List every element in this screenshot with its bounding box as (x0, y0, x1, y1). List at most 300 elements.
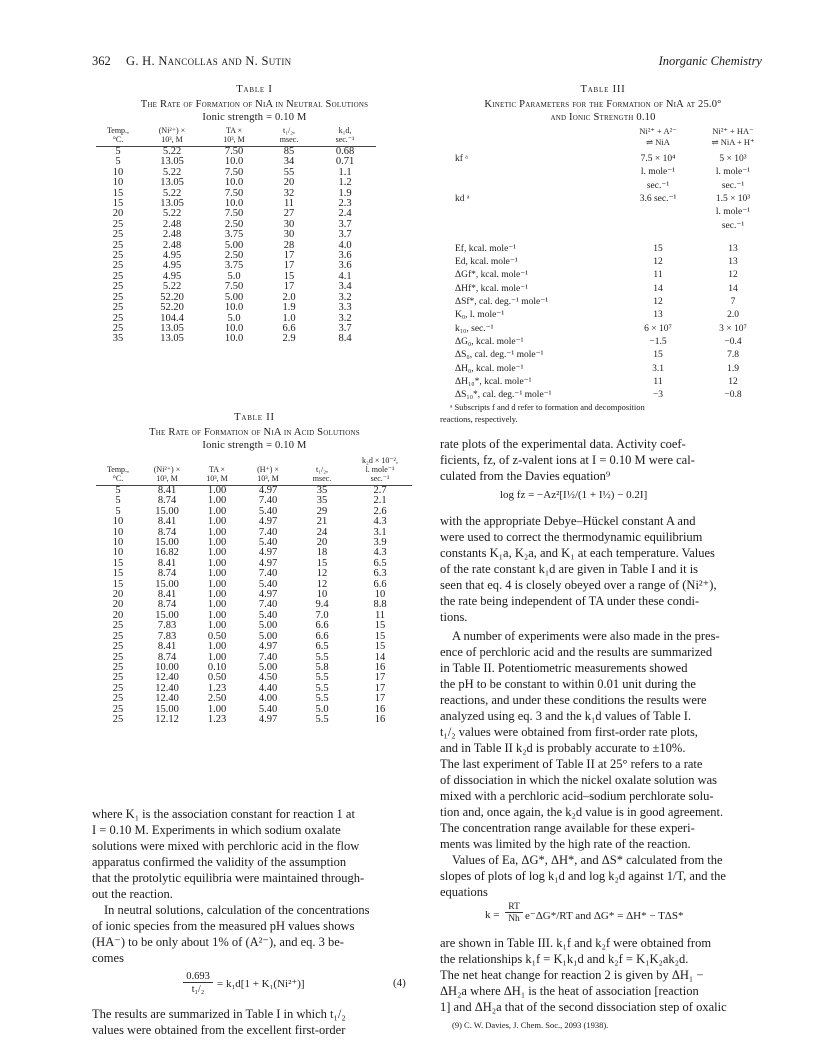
table-cell: 10.00 (155, 661, 179, 673)
table2-caption-block (92, 412, 417, 452)
text-line: t₁/₂ values were obtained from first-order rate plots, (440, 725, 698, 739)
table-row (440, 207, 765, 218)
table3-header-row (440, 137, 765, 148)
table2-subcaption: Ionic strength = 0.10 M (202, 440, 307, 451)
table3-col-header: Ni²⁺ + A²⁻ (639, 126, 677, 136)
table3-caption-line-2: and Ionic Strength 0.10 (550, 112, 656, 123)
table2-header-1-line: (Ni²⁺) × (153, 465, 181, 474)
text-line: tion and, once again, the k₂d value is in good agreement. (440, 805, 724, 819)
table-cell: 10 (112, 537, 124, 549)
table-cell: 3.6 (338, 260, 352, 272)
text-line: of dissociation in which the nickel oxalate solution was (440, 773, 718, 787)
table-cell: 1.00 (207, 651, 227, 663)
journal-title: Inorganic Chemistry (658, 54, 762, 68)
table-cell: 25 (112, 229, 124, 241)
text-line: were used to correct the thermodynamic equilibrium (440, 530, 703, 544)
table-cell: ΔS₀, cal. deg.⁻¹ mole⁻¹ (455, 350, 544, 361)
table3-label: Table III (580, 84, 626, 95)
table-cell: 15 (112, 198, 124, 210)
table-cell: 15 (653, 243, 663, 254)
table2-header-0-line: Temp., (106, 465, 130, 474)
table-cell: 20 (283, 177, 295, 189)
table-row (440, 364, 765, 375)
table-cell: 1.00 (207, 703, 227, 715)
table-cell: K₀, l. mole⁻¹ (455, 310, 505, 321)
table-cell: 11 (653, 376, 663, 387)
table-cell: 1.00 (207, 547, 227, 559)
table-row (440, 324, 765, 335)
table3-col-header: ⇌ NiA (646, 137, 670, 147)
text-line: equations (440, 885, 488, 899)
table-cell: 25 (112, 641, 124, 653)
table-cell: 34 (283, 156, 295, 168)
table-row (440, 257, 765, 268)
table-cell: 7.5 × 10⁴ (640, 154, 676, 164)
text-line: tions. (440, 610, 468, 624)
eyring-frac-num: RT (505, 902, 523, 913)
table-row (440, 167, 765, 178)
table-cell: 4.97 (258, 485, 278, 496)
table-cell: 1.00 (207, 568, 227, 580)
table-cell: 7.50 (224, 281, 244, 293)
table-cell: 10 (316, 589, 328, 601)
table-cell: 3.6 sec.⁻¹ (639, 193, 677, 204)
table-cell: 8.74 (157, 599, 177, 611)
table-cell: 8.41 (157, 589, 177, 601)
table-cell: 2.50 (207, 693, 227, 705)
table2-caption: The Rate of Formation of NiA in Acid Solutions (149, 427, 360, 438)
table-row (96, 611, 412, 621)
table-cell: sec.⁻¹ (646, 180, 670, 191)
table-row (440, 350, 765, 361)
table-cell: kf ᵃ (455, 154, 468, 164)
table-cell: 1.9 (338, 187, 352, 199)
table-cell: 3.2 (338, 312, 352, 324)
table-row (96, 528, 412, 538)
table-cell: −0.8 (724, 390, 742, 401)
table-cell: 5.40 (258, 703, 278, 715)
table-cell: 20 (112, 208, 124, 220)
table-cell: 6.6 (282, 322, 296, 334)
table-cell: 8.74 (157, 495, 177, 507)
table-cell: 16 (374, 713, 386, 725)
text-line: that the protolytic equilibria were maintained through- (92, 871, 365, 885)
eq4-rhs: = k₁d[1 + K₁(Ni²⁺)] (217, 978, 305, 990)
table-cell: 3.6 (338, 250, 352, 262)
table-cell: 25 (112, 250, 124, 262)
table-cell: 52.20 (160, 291, 184, 303)
table-cell: 7.0 (315, 609, 329, 621)
running-authors: G. H. Nancollas and N. Sutin (126, 54, 292, 68)
table-cell: 35 (316, 495, 328, 507)
table1-header-0 (96, 126, 140, 147)
text-line: ments was limited by the high rate of the reaction. (440, 837, 691, 851)
text-line: The net heat change for reaction 2 is given by ΔH₁ − (440, 968, 704, 982)
text-line: out the reaction. (92, 887, 173, 901)
table1-header-4 (314, 126, 376, 147)
table-cell: 5.00 (258, 630, 278, 642)
table2-header-2-line: TA × (208, 465, 226, 474)
table-cell: 25 (112, 661, 124, 673)
table-cell: 0.10 (207, 661, 227, 673)
table-cell: 12.12 (155, 713, 179, 725)
table-cell: 12.40 (155, 672, 179, 684)
table-cell: 12 (653, 257, 663, 268)
text-line: analyzed using eq. 3 and the k₁d values of Table I. (440, 709, 692, 723)
table2-header-1 (140, 456, 194, 486)
table-cell: 16 (374, 703, 386, 715)
table-cell: 18 (316, 547, 328, 559)
table-row (96, 715, 412, 725)
table-cell: 35 (112, 333, 124, 345)
text-line: The concentration range available for these experi- (440, 821, 695, 835)
table2-header-4-line: msec. (312, 474, 332, 483)
table-cell: 1.00 (207, 578, 227, 590)
table-cell: 1.00 (207, 641, 227, 653)
table2-header-4 (296, 456, 348, 486)
table-cell: −0.4 (724, 336, 742, 347)
table-cell: 2.48 (162, 239, 182, 251)
table-cell: 15 (112, 187, 124, 199)
table-cell: 7.83 (157, 620, 177, 632)
table2-label: Table II (234, 412, 275, 423)
table-cell: 2.7 (373, 485, 387, 496)
table-cell: 6.6 (315, 630, 329, 642)
table-cell: 15 (374, 641, 386, 653)
table-cell: 25 (112, 260, 124, 272)
table-row (96, 653, 412, 663)
table2-header-5-line: sec.⁻¹ (370, 474, 390, 483)
table3-caption-line-1: Kinetic Parameters for the Formation of NiA at 25.0° (484, 99, 722, 110)
table-cell: 4.97 (258, 547, 278, 559)
table1 (96, 126, 376, 345)
table-cell: 21 (316, 516, 328, 528)
table2-header-3 (240, 456, 296, 486)
table-cell: 3.75 (224, 229, 244, 241)
table-cell: 2.6 (373, 505, 387, 517)
table-cell: 8.41 (157, 641, 177, 653)
table-row (96, 559, 412, 569)
right-paragraph-4 (440, 852, 765, 900)
davies-equation: log fz = −Az²[I½/(1 + I½) − 0.2I] (500, 489, 648, 501)
table-cell: 25 (112, 672, 124, 684)
left-paragraph-1 (92, 806, 417, 902)
table-cell: 7 (730, 297, 736, 307)
table-cell: 104.4 (160, 312, 184, 324)
table-cell: 5.0 (315, 703, 329, 715)
table-cell: 11 (374, 609, 386, 621)
table-cell: 2.0 (282, 291, 296, 303)
text-line: constants K₁a, K₂a, and K₁ at each temperature. Values (440, 546, 715, 560)
text-line: The results are summarized in Table I in which t₁/₂ (92, 1007, 346, 1021)
table-cell: 5.8 (315, 661, 329, 673)
table3-header-row (440, 126, 765, 137)
eyring-frac-den: Nh (508, 914, 520, 924)
table-cell: 5.0 (227, 312, 241, 324)
table2 (96, 456, 412, 725)
table-cell: 1.9 (727, 363, 739, 374)
text-line: rate plots of the experimental data. Activity coef- (440, 437, 686, 451)
table-cell: 3.3 (338, 302, 352, 314)
text-line: comes (92, 951, 124, 965)
table-cell: 32 (283, 187, 295, 199)
table-cell: 12 (728, 376, 738, 387)
table-cell: 8.41 (157, 485, 177, 496)
table-cell: 13 (728, 257, 738, 268)
text-line: the pH to be constant to within 0.01 unit during the (440, 677, 696, 691)
table-cell: Ed, kcal. mole⁻¹ (455, 257, 518, 268)
table-cell: 25 (112, 630, 124, 642)
table-cell: 10 (374, 589, 386, 601)
text-line: I = 0.10 M. Experiments in which sodium oxalate (92, 823, 341, 837)
right-paragraph-2 (440, 513, 765, 625)
table-row (96, 548, 412, 558)
text-line: of the rate constant k₁d are given in Table I and it is (440, 562, 699, 576)
table-cell: 5.40 (258, 578, 278, 590)
table-cell: 30 (283, 229, 295, 241)
table-cell: 4.50 (258, 672, 278, 684)
table-cell: 25 (112, 281, 124, 293)
table-cell: −1.5 (649, 336, 667, 347)
text-line: slopes of plots of log k₁d and log k₂d against 1/T, and the (440, 869, 726, 883)
table2-header-3-line: 10³, M (257, 474, 279, 483)
table-cell: 1.00 (207, 620, 227, 632)
table-cell: 11 (653, 270, 663, 281)
table-cell: 25 (112, 218, 124, 230)
table-row (440, 390, 765, 401)
reference-footnote-9: (9) C. W. Davies, J. Chem. Soc., 2093 (1938). (452, 1020, 609, 1030)
text-line: in Table II. Potentiometric measurements showed (440, 661, 688, 675)
table-cell: 4.3 (373, 516, 387, 528)
table-cell: 25 (112, 291, 124, 303)
table-cell: 85 (283, 146, 295, 157)
table-row (96, 517, 412, 527)
right-paragraph-3 (440, 628, 765, 852)
table-cell: 7.50 (224, 208, 244, 220)
table-cell: 7.50 (224, 187, 244, 199)
text-line: solutions were mixed with perchloric acid in the flow (92, 839, 360, 853)
table-cell: 15 (653, 350, 663, 361)
eyring-rest: e⁻ΔG*/RT and ΔG* = ΔH* − TΔS* (525, 910, 684, 922)
table-cell: 10.0 (224, 156, 244, 168)
table-cell: 6 × 10⁷ (644, 323, 672, 334)
table-cell: 0.71 (335, 156, 355, 168)
text-line: ΔH₂a where ΔH₁ is the heat of association [reaction (440, 984, 699, 998)
table-row (96, 486, 412, 497)
table-cell: 25 (112, 693, 124, 705)
table-cell: 7.83 (157, 630, 177, 642)
table-cell: 4.3 (373, 547, 387, 559)
table1-header-4-line: sec.⁻¹ (335, 135, 355, 144)
table2-header-1-line: 10³, M (156, 474, 178, 483)
table-cell: 12 (728, 270, 738, 281)
table-cell: 2.1 (373, 495, 387, 507)
table-cell: 7.40 (258, 651, 278, 663)
table-cell: 5 (115, 495, 121, 507)
table-cell: l. mole⁻¹ (640, 167, 676, 178)
table-cell: 10.0 (224, 322, 244, 334)
table-cell: 5.5 (315, 672, 329, 684)
table-cell: 15.00 (155, 703, 179, 715)
table2-header-5-line: l. mole⁻¹ (365, 465, 395, 474)
table-cell: 5 (115, 485, 121, 496)
table-cell: 25 (112, 682, 124, 694)
table-cell: 1.00 (207, 485, 227, 496)
table-cell: 2.4 (338, 208, 352, 220)
table-cell: 4.97 (258, 516, 278, 528)
table1-header-0-line: Temp., (106, 126, 130, 135)
table-cell: 1.00 (207, 557, 227, 569)
table-cell: 8.4 (338, 333, 352, 345)
table-cell: 4.1 (338, 270, 352, 282)
table-row (96, 334, 376, 344)
table-cell: 55 (283, 166, 295, 178)
table-cell: 4.40 (258, 682, 278, 694)
table-cell: 3.2 (338, 291, 352, 303)
text-line: apparatus confirmed the validity of the assumption (92, 855, 347, 869)
table-cell: l. mole⁻¹ (715, 207, 751, 218)
table-cell: 12 (653, 297, 663, 307)
table-cell: 2.50 (224, 218, 244, 230)
table-cell: 15.00 (155, 505, 179, 517)
table-cell: 1.00 (207, 609, 227, 621)
text-line: mixed with a perchloric acid–sodium perchlorate solu- (440, 789, 714, 803)
table-cell: 5.40 (258, 505, 278, 517)
text-line: where K₁ is the association constant for reaction 1 at (92, 807, 355, 821)
table-cell: 15.00 (155, 578, 179, 590)
text-line: culated from the Davies equation⁹ (440, 469, 611, 483)
page-number: 362 (92, 54, 111, 68)
table3-col-header: Ni²⁺ + HA⁻ (712, 126, 754, 136)
table-cell: 14 (653, 283, 663, 294)
table-cell: 4.95 (162, 250, 182, 262)
table-row (440, 221, 765, 232)
table-cell: ΔSf*, cal. deg.⁻¹ mole⁻¹ (455, 297, 549, 307)
table-row (440, 194, 765, 205)
table-cell: 3.1 (652, 363, 664, 374)
table-cell: ΔG₀, kcal. mole⁻¹ (455, 336, 524, 347)
table-cell: k₁₀, sec.⁻¹ (455, 323, 494, 334)
table-cell: 4.97 (258, 589, 278, 601)
table-cell: 1.00 (207, 599, 227, 611)
text-line: the relationships k₁f = K₁k₁d and k₂f = K₁K₂ak₂d. (440, 952, 689, 966)
table-row (96, 303, 376, 313)
table1-caption-block (92, 84, 417, 124)
table-row (96, 663, 412, 673)
table-cell: 0.68 (335, 146, 355, 157)
table-cell: 10 (112, 526, 124, 538)
table-cell: ΔH₁₀*, kcal. mole⁻¹ (455, 376, 532, 387)
table2-header-3-line: (H⁺) × (257, 465, 279, 474)
table2-header-0-line: °C. (112, 474, 124, 483)
equation-4 (183, 971, 423, 1003)
text-line: In neutral solutions, calculation of the concentrations (104, 903, 370, 917)
table-cell: 4.97 (258, 713, 278, 725)
table-cell: 7.8 (727, 350, 739, 361)
table-row (96, 569, 412, 579)
table-row (96, 590, 412, 600)
table-cell: 7.50 (224, 146, 244, 157)
table-cell: 13 (728, 243, 738, 254)
table-cell: 16 (374, 661, 386, 673)
table-cell: 5 (115, 146, 121, 157)
table-cell: 1.23 (207, 682, 227, 694)
table-cell: 1.00 (207, 589, 227, 601)
table-cell: 13.05 (160, 333, 184, 345)
table-row (440, 297, 765, 308)
table-cell: 5.0 (227, 270, 241, 282)
text-line: with the appropriate Debye–Hückel constant A and (440, 514, 696, 528)
table-cell: 3.7 (338, 218, 352, 230)
table-cell: 5.40 (258, 609, 278, 621)
table-cell: 8.74 (157, 568, 177, 580)
table1-header-1-line: 10³, M (161, 135, 183, 144)
table-cell: 5.5 (315, 693, 329, 705)
table1-caption: The Rate of Formation of NiA in Neutral Solutions (140, 99, 369, 110)
table-cell: 2.48 (162, 229, 182, 241)
table-cell: 12 (316, 578, 328, 590)
table-cell: 2.48 (162, 218, 182, 230)
table-cell: 5 × 10³ (719, 154, 747, 164)
right-paragraph-5 (440, 935, 765, 1015)
table-cell: 0.50 (207, 630, 227, 642)
table-row (440, 154, 765, 165)
table-row (96, 507, 412, 517)
left-paragraph-3 (92, 1006, 417, 1038)
text-line: Values of Ea, ΔG*, ΔH*, and ΔS* calculated from the (452, 853, 723, 867)
table2-header-5-line: k₂d × 10⁻², (362, 456, 398, 465)
right-paragraph-1 (440, 436, 765, 484)
table-cell: 1.1 (338, 166, 352, 178)
table-cell: 25 (112, 239, 124, 251)
text-line: ence of perchloric acid and the results are summarized (440, 645, 713, 659)
table-row (96, 600, 412, 610)
table-cell: 12.40 (155, 693, 179, 705)
table-cell: 10.0 (224, 198, 244, 210)
table-row (96, 580, 412, 590)
table-cell: sec.⁻¹ (721, 220, 745, 231)
table-row (96, 694, 412, 704)
table-cell: 17 (283, 281, 295, 293)
table-cell: 2.9 (282, 333, 296, 345)
table-row (440, 310, 765, 321)
table-cell: 6.6 (315, 620, 329, 632)
table-cell: 15.00 (155, 537, 179, 549)
table-cell: 5.22 (162, 208, 182, 220)
table-cell: 1.00 (207, 495, 227, 507)
table-cell: 5 (115, 505, 121, 517)
table-cell: 5.22 (162, 166, 182, 178)
text-line: 1] and ΔH₂a that of the second dissociation step of oxalic (440, 1000, 727, 1014)
table-cell: 30 (283, 218, 295, 230)
table-cell: 6.5 (373, 557, 387, 569)
table-cell: 1.00 (207, 516, 227, 528)
table-cell: 13.05 (160, 322, 184, 334)
eyring-equation (485, 902, 765, 932)
table1-header-2 (204, 126, 264, 147)
table-cell: 5.00 (258, 661, 278, 673)
table-cell: 20 (112, 609, 124, 621)
eyring-lhs: k = (485, 909, 500, 921)
table-cell: 12 (316, 568, 328, 580)
table-cell: 29 (316, 505, 328, 517)
table-row (96, 673, 412, 683)
table-cell: 17 (374, 693, 386, 705)
table-cell: 3.9 (373, 537, 387, 549)
table-cell: 25 (112, 703, 124, 715)
table-cell: 25 (112, 312, 124, 324)
table-row (96, 642, 412, 652)
